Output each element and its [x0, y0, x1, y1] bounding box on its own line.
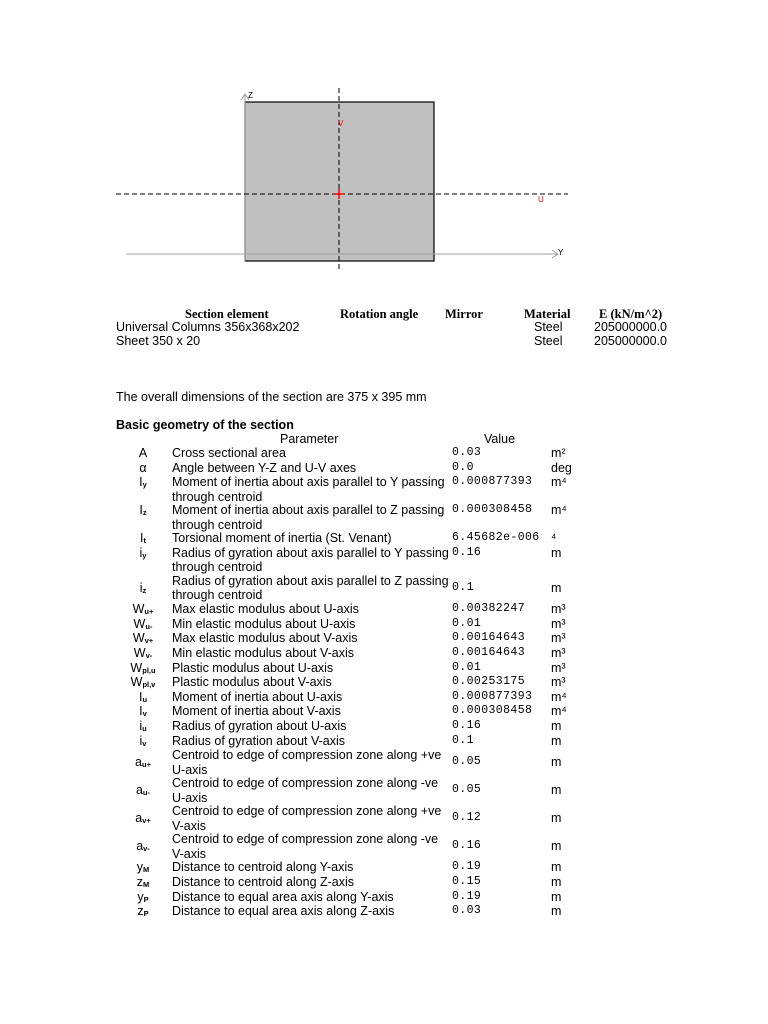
- geometry-row: [0, 602, 768, 617]
- parameter-description: Min elastic modulus about U-axis: [172, 616, 356, 631]
- symbol-main: W: [133, 616, 146, 631]
- symbol-main: I: [139, 475, 143, 490]
- symbol-main: z: [136, 875, 143, 890]
- symbol-main: W: [132, 602, 145, 617]
- symbol-subscript: v-: [145, 650, 153, 660]
- symbol-subscript: u+: [144, 607, 154, 617]
- geometry-row: [0, 475, 768, 503]
- parameter-description: Radius of gyration about axis parallel to Z passing through centroid: [172, 574, 449, 603]
- parameter-description: Distance to centroid along Z-axis: [172, 875, 355, 890]
- geometry-row: [0, 690, 768, 705]
- parameter-unit: m³: [551, 675, 566, 690]
- symbol-main: I: [139, 704, 143, 719]
- parameter-symbol: [122, 546, 164, 563]
- geometry-row: [0, 832, 768, 860]
- symbol-main: a: [135, 811, 143, 826]
- parameter-value: 0.03: [452, 446, 482, 459]
- symbol-main: a: [135, 755, 142, 770]
- parameter-value: 0.12: [452, 811, 482, 825]
- parameter-description: Max elastic modulus about V-axis: [172, 631, 358, 646]
- parameter-unit: m⁴: [551, 475, 567, 490]
- symbol-main: W: [132, 631, 145, 646]
- parameter-description: Plastic modulus about V-axis: [172, 675, 332, 690]
- geometry-row: [0, 675, 768, 690]
- symbol-main: I: [138, 689, 143, 704]
- symbol-main: I: [139, 503, 143, 518]
- parameter-unit: m: [551, 860, 562, 875]
- element-e: 205000000.0: [594, 320, 667, 334]
- symbol-subscript: M: [143, 865, 150, 875]
- geometry-row: [0, 704, 768, 719]
- symbol-main: z: [137, 904, 144, 919]
- parameter-unit: m: [551, 733, 562, 748]
- symbol-subscript: t: [143, 536, 146, 546]
- symbol-subscript: z: [142, 508, 147, 518]
- parameter-value: 0.01: [452, 660, 482, 674]
- parameter-description: Distance to equal area axis along Z-axis: [172, 904, 395, 919]
- parameter-description: Angle between Y-Z and U-V axes: [172, 460, 357, 475]
- geometry-row: [0, 446, 768, 461]
- parameter-unit: m⁴: [551, 689, 567, 704]
- symbol-main: i: [139, 733, 143, 748]
- parameter-value: 0.1: [452, 581, 474, 595]
- parameter-value: 0.000308458: [452, 503, 533, 517]
- parameter-symbol: [122, 581, 164, 598]
- symbol-subscript: u+: [141, 760, 151, 770]
- parameter-symbol: [122, 503, 164, 520]
- parameter-description: Plastic modulus about U-axis: [172, 660, 334, 675]
- parameter-symbol: [122, 783, 164, 800]
- parameter-value: 6.45682e-006: [452, 531, 540, 545]
- parameter-unit: m³: [551, 616, 566, 631]
- element-name: Universal Columns 356x368x202: [116, 320, 300, 334]
- geometry-row: [0, 804, 768, 832]
- geometry-row: [0, 646, 768, 661]
- column-header-value: Value: [484, 432, 516, 446]
- header-rotation-angle: Rotation angle: [340, 307, 419, 321]
- parameter-value: 0.00382247: [452, 602, 526, 616]
- parameter-unit: deg: [551, 460, 572, 475]
- parameter-value: 0.15: [452, 875, 482, 889]
- parameter-value: 0.16: [452, 545, 482, 559]
- geometry-row: [0, 631, 768, 646]
- geometry-title: Basic geometry of the section: [116, 418, 294, 432]
- overall-dimensions-text: The overall dimensions of the section are 375 x 395 mm: [116, 390, 427, 404]
- symbol-main: α: [139, 460, 147, 475]
- parameter-unit: m: [551, 811, 562, 826]
- element-material: Steel: [534, 320, 563, 334]
- geometry-row: [0, 461, 768, 476]
- parameter-symbol: [122, 475, 164, 492]
- geometry-row: [0, 719, 768, 734]
- geometry-table: [0, 446, 768, 919]
- geometry-row: [0, 661, 768, 676]
- parameter-value: 0.16: [452, 718, 482, 732]
- symbol-subscript: M: [143, 880, 150, 890]
- parameter-description: Moment of inertia about axis parallel to Z passing through centroid: [172, 503, 445, 532]
- geometry-row: [0, 875, 768, 890]
- symbol-main: I: [140, 531, 144, 546]
- geometry-row: [0, 904, 768, 919]
- parameter-description: Moment of inertia about V-axis: [172, 704, 341, 719]
- symbol-main: y: [137, 889, 144, 904]
- parameter-unit: m: [551, 755, 562, 770]
- geometry-row: [0, 531, 768, 546]
- element-e: 205000000.0: [594, 334, 667, 348]
- parameter-description: Distance to equal area axis along Y-axis: [172, 889, 394, 904]
- symbol-subscript: z: [142, 586, 147, 596]
- parameter-unit: m: [551, 889, 562, 904]
- geometry-row: [0, 574, 768, 602]
- parameter-unit: m⁴: [551, 503, 567, 518]
- z-axis-label: Z: [248, 91, 253, 100]
- u-axis-label: U: [538, 195, 544, 204]
- symbol-subscript: v-: [143, 844, 150, 854]
- symbol-subscript: y: [142, 480, 147, 490]
- parameter-unit: m: [551, 581, 562, 596]
- symbol-main: a: [136, 839, 144, 854]
- geometry-row: [0, 617, 768, 632]
- geometry-row: [0, 860, 768, 875]
- parameter-unit: m³: [551, 660, 566, 675]
- parameter-value: 0.19: [452, 889, 482, 903]
- parameter-value: 0.05: [452, 755, 482, 769]
- parameter-unit: m: [551, 545, 562, 560]
- parameter-description: Radius of gyration about U-axis: [172, 718, 347, 733]
- parameter-symbol: [122, 839, 164, 856]
- parameter-value: 0.000308458: [452, 704, 533, 718]
- symbol-subscript: u-: [145, 621, 153, 631]
- parameter-unit: m²: [551, 446, 566, 460]
- parameter-symbol: [122, 755, 164, 772]
- parameter-value: 0.01: [452, 616, 482, 630]
- symbol-subscript: u: [142, 694, 148, 704]
- parameter-description: Moment of inertia about U-axis: [172, 689, 343, 704]
- header-material: Material: [524, 307, 571, 321]
- parameter-description: Moment of inertia about axis parallel to Y passing through centroid: [172, 475, 445, 504]
- symbol-main: i: [139, 545, 143, 560]
- symbol-subscript: P: [143, 894, 149, 904]
- parameter-value: 0.1: [452, 733, 474, 747]
- parameter-description: Torsional moment of inertia (St. Venant): [172, 531, 392, 546]
- parameter-description: Radius of gyration about axis parallel to Y passing through centroid: [172, 545, 449, 575]
- element-name: Sheet 350 x 20: [116, 334, 201, 348]
- parameter-description: Min elastic modulus about V-axis: [172, 645, 355, 660]
- parameter-value: 0.16: [452, 839, 482, 853]
- parameter-description: Centroid to edge of compression zone along +ve U-axis: [172, 748, 442, 777]
- parameter-description: Centroid to edge of compression zone along +ve V-axis: [172, 804, 442, 833]
- symbol-main: a: [135, 783, 143, 798]
- symbol-subscript: v+: [142, 816, 151, 826]
- symbol-subscript: pl,v: [142, 680, 156, 690]
- symbol-subscript: v: [142, 709, 147, 719]
- parameter-value: 0.19: [452, 860, 482, 874]
- symbol-main: W: [130, 660, 143, 675]
- parameter-unit: m³: [551, 631, 566, 646]
- parameter-unit: m³: [551, 645, 566, 660]
- symbol-subscript: pl,u: [142, 665, 156, 675]
- symbol-subscript: v: [142, 738, 147, 748]
- v-axis-label: V: [338, 119, 344, 128]
- symbol-main: i: [139, 581, 143, 596]
- parameter-description: Distance to centroid along Y-axis: [172, 860, 354, 875]
- geometry-row: [0, 546, 768, 574]
- geometry-row: [0, 776, 768, 804]
- parameter-unit: m: [551, 904, 562, 919]
- symbol-main: A: [138, 446, 148, 460]
- parameter-unit: m: [551, 875, 562, 890]
- symbol-subscript: u: [142, 723, 147, 733]
- geometry-row: [0, 890, 768, 905]
- parameter-unit: m³: [551, 602, 566, 617]
- parameter-value: 0.0: [452, 460, 474, 474]
- parameter-unit: m⁴: [551, 704, 567, 719]
- symbol-subscript: P: [143, 909, 149, 919]
- column-header-parameter: Parameter: [280, 432, 339, 446]
- parameter-value: 0.00164643: [452, 631, 526, 645]
- symbol-main: W: [130, 675, 143, 690]
- header-e-modulus: E (kN/m^2): [599, 307, 663, 321]
- parameter-description: Radius of gyration about V-axis: [172, 733, 346, 748]
- parameter-description: Max elastic modulus about U-axis: [172, 602, 359, 617]
- symbol-subscript: v+: [144, 636, 154, 646]
- parameter-symbol: [122, 446, 164, 460]
- symbol-subscript: u-: [142, 788, 151, 798]
- parameter-symbol: [122, 461, 164, 475]
- header-mirror: Mirror: [445, 307, 483, 321]
- parameter-value: 0.03: [452, 904, 482, 918]
- parameter-description: Cross sectional area: [172, 446, 286, 460]
- parameter-symbol: [122, 904, 164, 921]
- element-material: Steel: [534, 334, 563, 348]
- parameter-description: Centroid to edge of compression zone along -ve V-axis: [172, 832, 439, 861]
- geometry-row: [0, 748, 768, 776]
- parameter-symbol: [122, 811, 164, 828]
- parameter-value: 0.00253175: [452, 675, 526, 689]
- symbol-main: y: [136, 860, 143, 875]
- y-axis-label: Y: [558, 248, 564, 257]
- symbol-main: i: [139, 718, 143, 733]
- parameter-unit: m: [551, 839, 562, 854]
- symbol-main: W: [133, 645, 146, 660]
- geometry-row: [0, 734, 768, 749]
- parameter-unit: m: [551, 718, 562, 733]
- parameter-value: 0.00164643: [452, 645, 526, 659]
- section-diagram: [0, 0, 768, 290]
- parameter-description: Centroid to edge of compression zone along -ve U-axis: [172, 776, 439, 805]
- header-section-element: Section element: [185, 307, 269, 321]
- parameter-unit: ⁴: [551, 531, 557, 546]
- parameter-unit: m: [551, 783, 562, 798]
- geometry-row: [0, 503, 768, 531]
- symbol-subscript: y: [142, 550, 147, 560]
- parameter-value: 0.000877393: [452, 689, 533, 703]
- parameter-value: 0.05: [452, 783, 482, 797]
- parameter-value: 0.000877393: [452, 475, 533, 489]
